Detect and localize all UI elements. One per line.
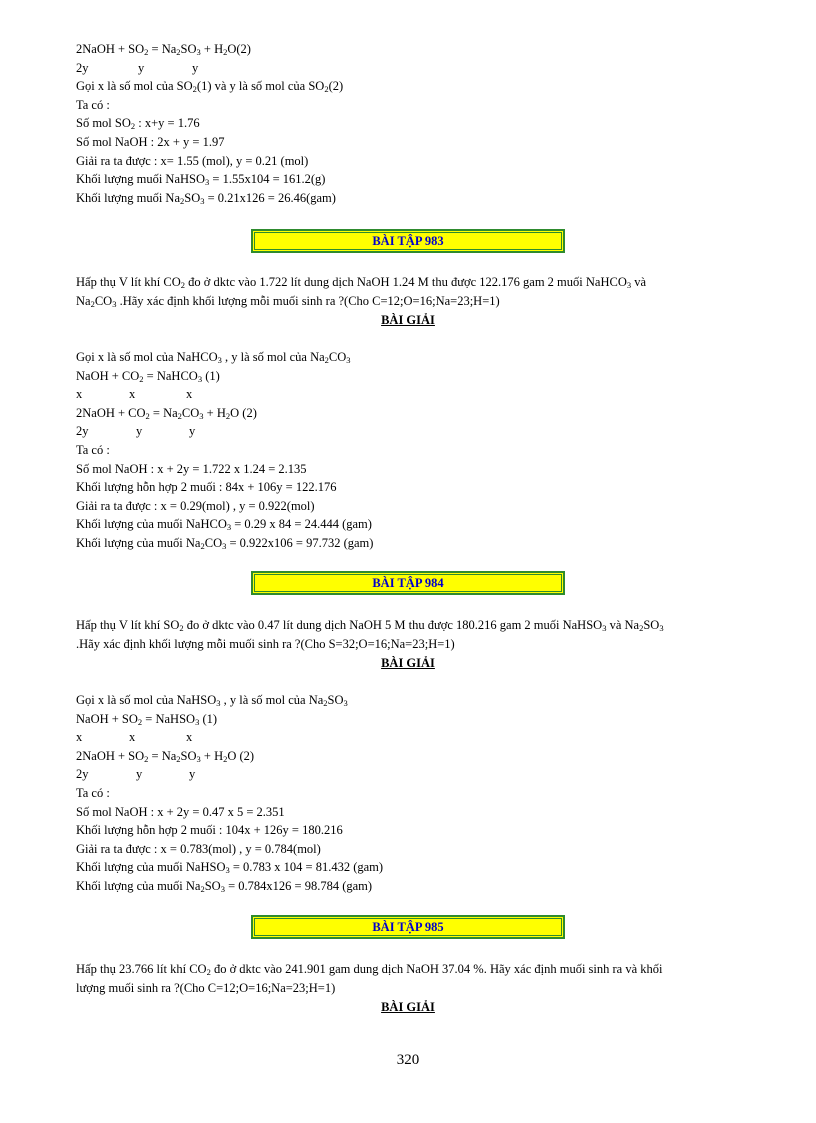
text-line: Ta có :: [76, 442, 110, 457]
exercise-983-title: BÀI TẬP 983: [372, 234, 444, 248]
text-line: Khối lượng hỗn hợp 2 muối : 104x + 126y = 180.216: [76, 823, 343, 838]
text-line: Hấp thụ V lít khí $SO_2$ đo ở dktc vào 0.47 lít dung dịch NaOH 5 M thu được 180.216 gam 2 muối NaHSO$_3$ và $Na_2SO_3$: [76, 618, 664, 633]
exercise-985-solution-heading: BÀI GIẢI: [381, 1000, 435, 1014]
page-number: 320: [396, 1052, 420, 1068]
coefficient-line: 2y y y: [76, 60, 199, 75]
text-line: Số mol NaOH : x + 2y = 1.722 x 1.24 = 2.135: [76, 461, 307, 476]
text-line: Số mol NaOH : x + 2y = 0.47 x 5 = 2.351: [76, 804, 285, 819]
text-line: Giải ra ta được : x = 0.783(mol) , y = 0.784(mol): [76, 841, 321, 856]
text-line: Khối lượng hỗn hợp 2 muối : 84x + 106y = 122.176: [76, 480, 337, 495]
text-line: Gọi x là số mol của $SO_2(1)$ và y là số mol của $SO_2(2)$: [76, 79, 344, 95]
text-line: Khối lượng của muối $Na_2CO_3 = 0.922x106 = 97.732$ (gam): [76, 535, 374, 551]
exercise-983-banner: [251, 229, 565, 253]
equation-line: NaOH + $SO_2$ = NaHSO$_3$ (1): [76, 711, 218, 727]
top-solution: [76, 40, 343, 207]
exercise-985-banner: [251, 915, 565, 939]
exercise-985-problem: [76, 960, 746, 997]
exercise-984-solution-heading: BÀI GIẢI: [381, 656, 435, 670]
text-line: Số mol $SO_2$ : x+y = 1.76: [76, 116, 200, 132]
text-line: $Na_2CO_3$ .Hãy xác định khối lượng mỗi muối sinh ra ?(Cho C=12;O=16;Na=23;H=1): [76, 293, 500, 309]
text-line: Khối lượng muối NaHSO$_3$ = 1.55x104 = 161.2(g): [76, 172, 326, 188]
text-line: Giải ra ta được : x = 0.29(mol) , y = 0.922(mol): [76, 498, 315, 513]
coefficient-line: 2y y y: [76, 767, 196, 782]
exercise-984-solution: [76, 691, 383, 896]
equation-line: 2NaOH + $CO_2 = Na_2CO_3 + H_2O$ (2): [76, 405, 257, 421]
text-line: Khối lượng của muối NaHSO$_3$ = 0.783 x 104 = 81.432 (gam): [76, 860, 384, 876]
text-line: Khối lượng của muối NaHCO$_3$ = 0.29 x 84 = 24.444 (gam): [76, 517, 372, 533]
text-line: Ta có :: [76, 97, 110, 112]
coefficient-line: x x x: [76, 730, 193, 745]
exercise-984-problem: [76, 616, 746, 653]
text-line: Khối lượng của muối $Na_2SO_3 = 0.784x126 = 98.784$ (gam): [76, 878, 373, 894]
exercise-984-title: BÀI TẬP 984: [372, 576, 444, 590]
text-line: Ta có :: [76, 785, 110, 800]
exercise-983-solution-heading: BÀI GIẢI: [381, 313, 435, 327]
equation-line: 2NaOH + $SO_2 = Na_2SO_3 + H_2O$ (2): [76, 748, 255, 764]
equation-line: NaOH + $CO_2$ = NaHCO$_3$ (1): [76, 368, 220, 384]
text-line: Hấp thụ 23.766 lít khí $CO_2$ đo ở dktc vào 241.901 gam dung dịch NaOH 37.04 %. Hãy xác định muối sinh ra và khối: [76, 962, 663, 977]
coefficient-line: 2y y y: [76, 424, 196, 439]
exercise-983-solution: [76, 348, 373, 553]
text-line: Số mol NaOH : 2x + y = 1.97: [76, 134, 225, 149]
text-line: Hấp thụ V lít khí $CO_2$ đo ở dktc vào 1.722 lít dung dịch NaOH 1.24 M thu được 122.176 gam 2 muối NaHCO$_3$ và: [76, 275, 647, 290]
text-line: Gọi x là số mol của NaHSO$_3$ , y là số mol của $Na_2SO_3$: [76, 693, 348, 708]
equation-line: 2NaOH + $SO_2 = Na_2SO_3 + H_2O(2)$: [76, 42, 251, 57]
text-line: Gọi x là số mol của NaHCO$_3$ , y là số mol của $Na_2CO_3$: [76, 350, 351, 365]
exercise-984-banner: [251, 571, 565, 595]
text-line: Giải ra ta được : x= 1.55 (mol), y = 0.21 (mol): [76, 153, 309, 168]
coefficient-line: x x x: [76, 387, 193, 402]
text-line: .Hãy xác định khối lượng mỗi muối sinh ra ?(Cho S=32;O=16;Na=23;H=1): [76, 636, 455, 651]
text-line: lượng muối sinh ra ?(Cho C=12;O=16;Na=23;H=1): [76, 980, 336, 995]
text-line: Khối lượng muối $Na_2SO_3 = 0.21x126 = 26.46(gam)$: [76, 190, 336, 206]
exercise-985-title: BÀI TẬP 985: [372, 920, 444, 934]
exercise-983-problem: [76, 273, 746, 310]
